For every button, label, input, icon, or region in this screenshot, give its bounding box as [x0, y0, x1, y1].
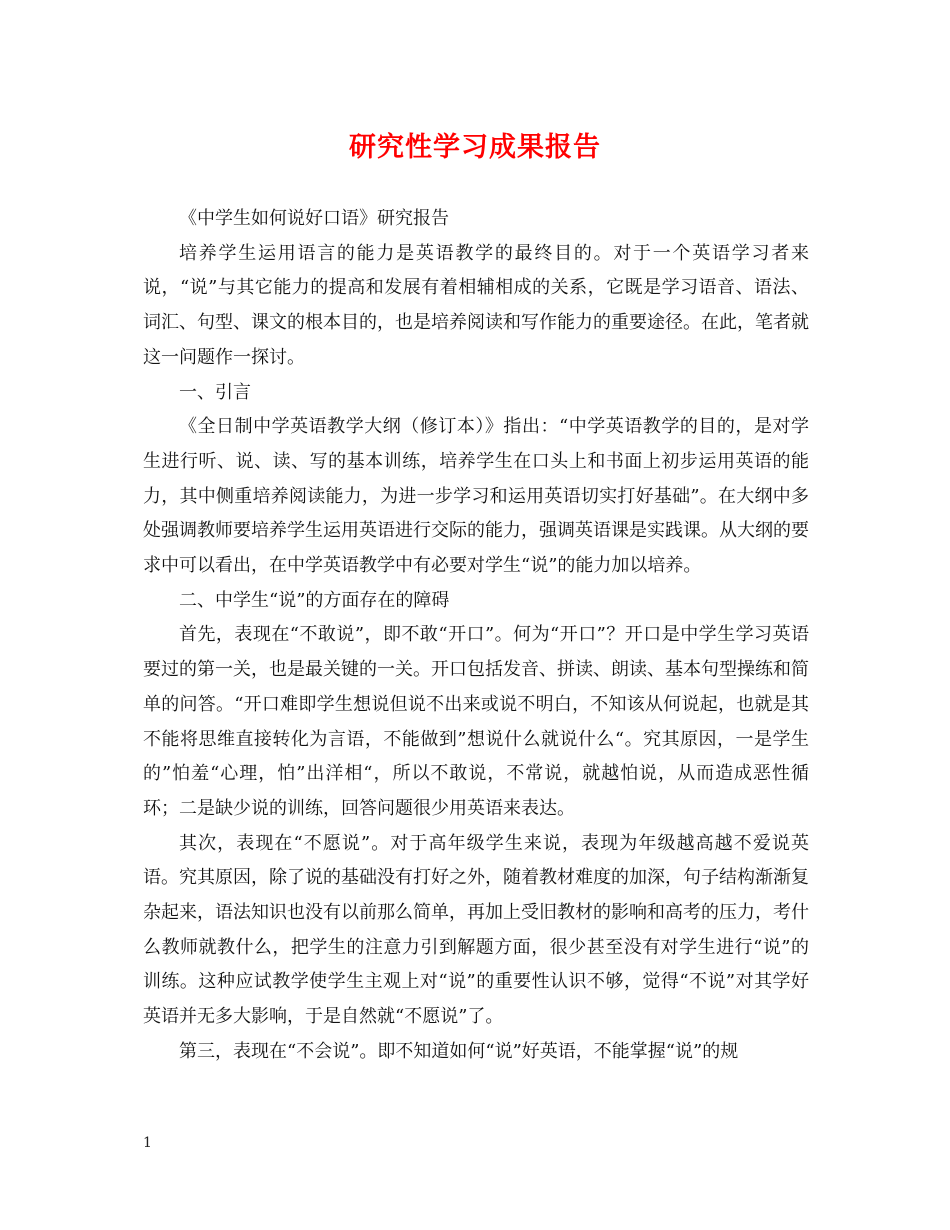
document-body	[143, 202, 809, 1070]
paragraph-not-knowing-how-to-speak: 第三，表现在“不会说”。即不知道如何“说”好英语，不能掌握“说”的规	[179, 1040, 739, 1062]
page-number: 1	[143, 1135, 152, 1151]
report-subtitle: 《中学生如何说好口语》研究报告	[179, 208, 449, 229]
paragraph-not-willing-to-speak: 其次，表现在“不愿说”。对于高年级学生来说，表现为年级越高越不爱说英语。究其原因，除了说的基础没有打好之外，随着教材难度的加深，句子结构渐渐复杂起来，语法知识也没有以前那么简单，再加上受旧教材的影响和高考的压力，考什么教师就教什么，把学生的注意力引到解题方面，很少甚至没有对学生进行“说”的训练。这种应试教学使学生主观上对“说”的重要性认识不够，觉得“不说”对其学好英语并无多大影响，于是自然就“不愿说”了。	[143, 832, 809, 1028]
paragraph-introduction: 培养学生运用语言的能力是英语教学的最终目的。对于一个英语学习者来说，“说”与其它能力的提高和发展有着相辅相成的关系，它既是学习语音、语法、词汇、句型、课文的根本目的，也是培养阅读和写作能力的重要途径。在此，笔者就这一问题作一探讨。	[143, 242, 809, 368]
paragraph-not-daring-to-speak: 首先，表现在“不敢说”，即不敢“开口”。何为“开口”？开口是中学生学习英语要过的第一关，也是最关键的一关。开口包括发音、拼读、朗读、基本句型操练和简单的问答。“开口难即学生想说但说不出来或说不明白，不知该从何说起，也就是其不能将思维直接转化为言语，不能做到”想说什么就说什么“。究其原因，一是学生的”怕羞“心理，怕”出洋相“，所以不敢说，不常说，就越怕说，从而造成恶性循环；二是缺少说的训练，回答问题很少用英语来表达。	[143, 624, 809, 819]
document-title: 研究性学习成果报告	[349, 132, 601, 163]
section-heading-preface: 一、引言	[179, 381, 251, 403]
paragraph-syllabus: 《全日制中学英语教学大纲（修订本）》指出：“中学英语教学的目的，是对学生进行听、说、读、写的基本训练，培养学生在口头上和书面上初步运用英语的能力，其中侧重培养阅读能力，为进一步学习和运用英语切实打好基础”。在大纲中多处强调教师要培养学生运用英语进行交际的能力，强调英语课是实践课。从大纲的要求中可以看出，在中学英语教学中有必要对学生“说”的能力加以培养。	[143, 416, 809, 577]
section-heading-obstacles: 二、中学生“说”的方面存在的障碍	[179, 589, 450, 611]
